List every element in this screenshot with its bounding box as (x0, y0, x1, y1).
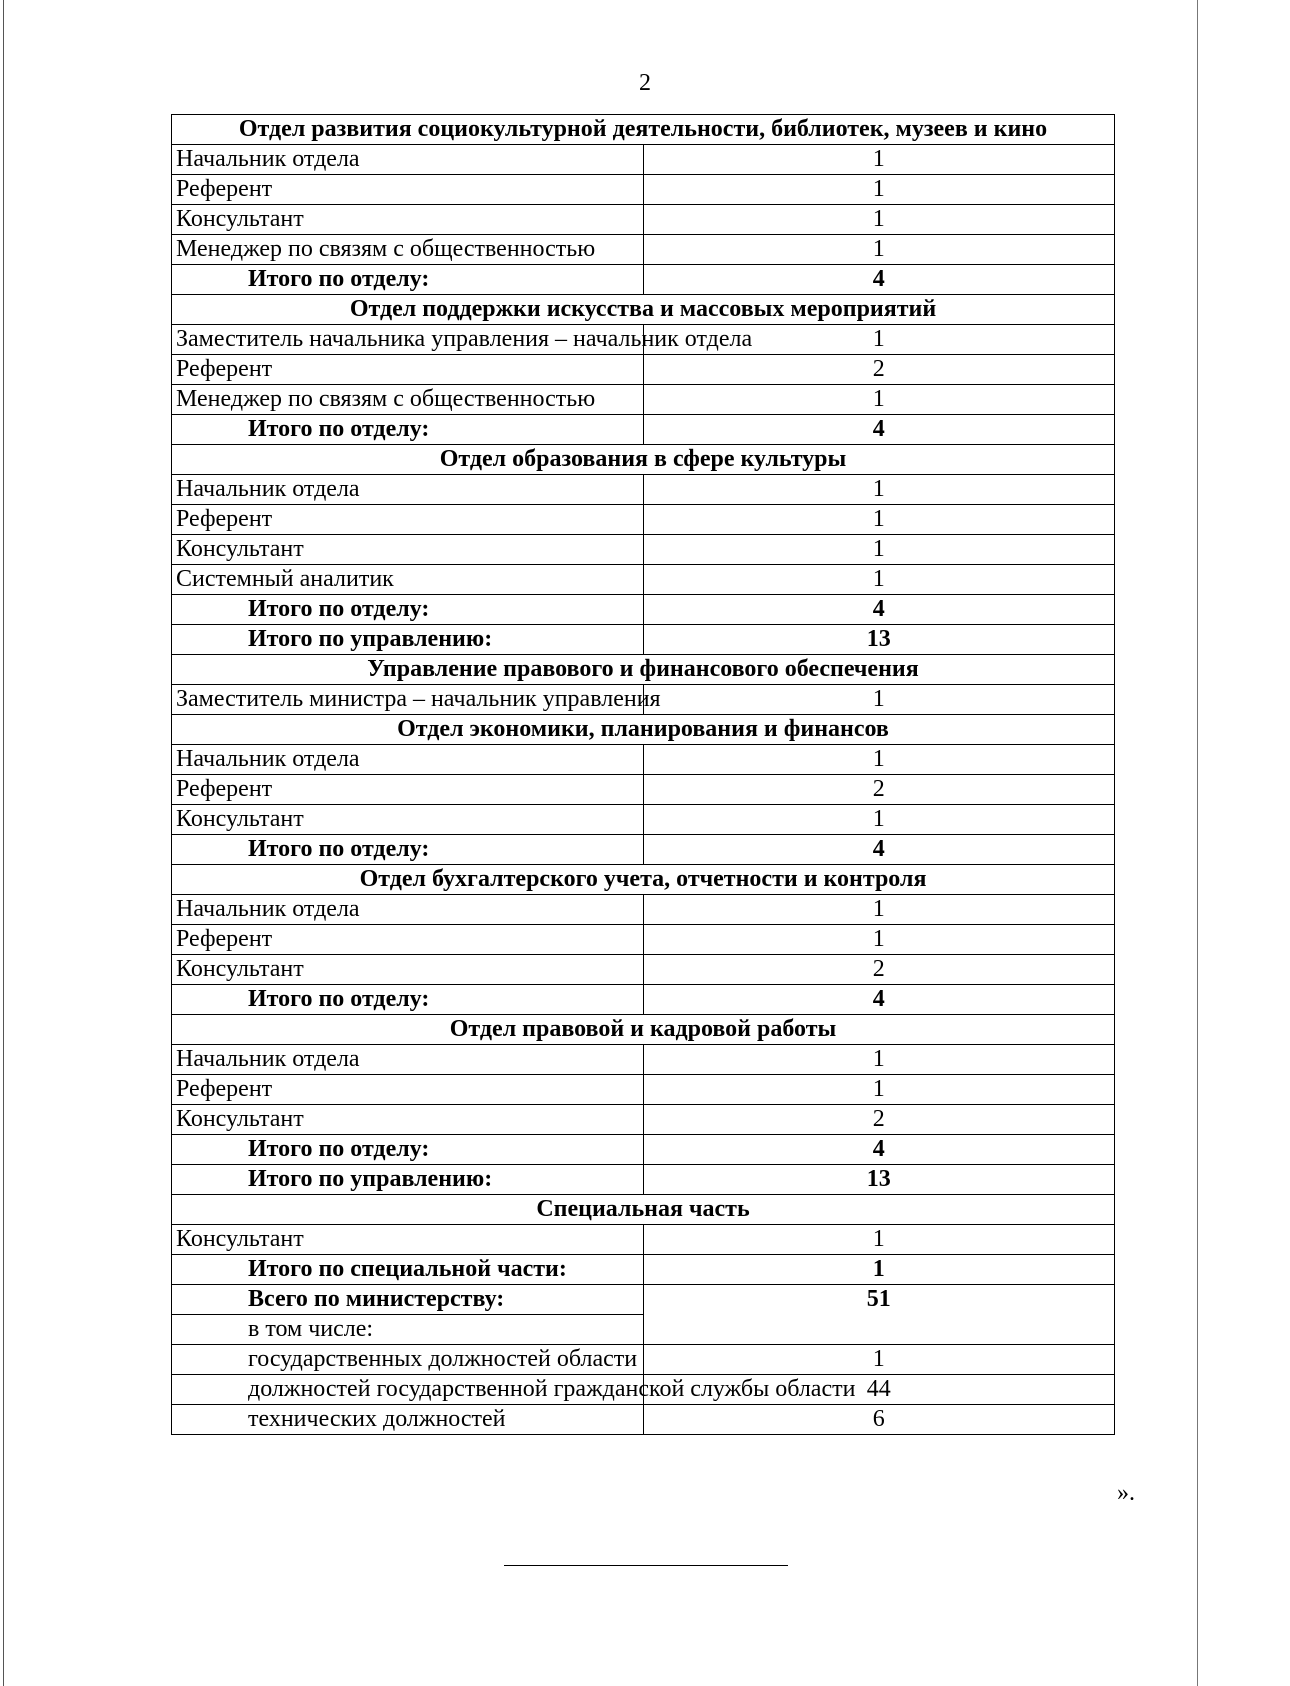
total-label: Итого по отделу: (172, 985, 644, 1015)
position-count: 1 (643, 145, 1115, 175)
total-value: 4 (643, 415, 1115, 445)
position-count: 1 (643, 685, 1115, 715)
position-name: Консультант (172, 1105, 644, 1135)
breakdown-row (172, 1375, 1115, 1405)
directorate-total-label: Итого по управлению: (172, 1165, 644, 1195)
directorate-total-label: Итого по управлению: (172, 625, 644, 655)
position-row (172, 565, 1115, 595)
including-label: в том числе: (172, 1315, 644, 1345)
position-name: Менеджер по связям с общественностью (172, 235, 644, 265)
total-label: Итого по отделу: (172, 265, 644, 295)
position-count: 1 (643, 505, 1115, 535)
position-count: 1 (643, 895, 1115, 925)
scan-edge-right (1197, 0, 1198, 1686)
position-count: 2 (643, 1105, 1115, 1135)
position-name: Начальник отдела (172, 145, 644, 175)
section-header-row (172, 865, 1115, 895)
position-name: Референт (172, 175, 644, 205)
position-row (172, 955, 1115, 985)
staffing-table (171, 114, 1115, 1435)
position-row (172, 385, 1115, 415)
section-title: Управление правового и финансового обеспечения (172, 655, 1115, 685)
position-name: Консультант (172, 1225, 644, 1255)
position-row (172, 325, 1115, 355)
total-value: 4 (643, 985, 1115, 1015)
position-name: Консультант (172, 955, 644, 985)
position-row (172, 1075, 1115, 1105)
total-value: 4 (643, 1135, 1115, 1165)
position-row (172, 775, 1115, 805)
department-total-row (172, 835, 1115, 865)
position-row (172, 235, 1115, 265)
position-name: Заместитель министра – начальник управления (172, 685, 644, 715)
position-name: Референт (172, 1075, 644, 1105)
breakdown-value: 44 (643, 1375, 1115, 1405)
position-row (172, 505, 1115, 535)
total-label: Итого по отделу: (172, 595, 644, 625)
position-count: 1 (643, 475, 1115, 505)
position-count: 1 (643, 925, 1115, 955)
breakdown-row (172, 1405, 1115, 1435)
position-count: 2 (643, 775, 1115, 805)
department-total-row (172, 415, 1115, 445)
total-value: 1 (643, 1255, 1115, 1285)
section-header-row (172, 115, 1115, 145)
end-rule (504, 1565, 788, 1566)
department-total-row (172, 595, 1115, 625)
section-header-row (172, 445, 1115, 475)
total-label: Итого по отделу: (172, 835, 644, 865)
position-count: 1 (643, 805, 1115, 835)
position-name: Консультант (172, 205, 644, 235)
position-row (172, 1225, 1115, 1255)
ministry-total-label: Всего по министерству: (172, 1285, 644, 1315)
ministry-total-value: 51 (643, 1285, 1115, 1345)
section-title: Отдел правовой и кадровой работы (172, 1015, 1115, 1045)
section-title: Отдел экономики, планирования и финансов (172, 715, 1115, 745)
total-label: Итого по отделу: (172, 1135, 644, 1165)
department-total-row (172, 1255, 1115, 1285)
position-name: Консультант (172, 805, 644, 835)
position-row (172, 205, 1115, 235)
position-name: Заместитель начальника управления – начальник отдела (172, 325, 644, 355)
position-count: 1 (643, 1225, 1115, 1255)
position-name: Начальник отдела (172, 895, 644, 925)
position-count: 1 (643, 1075, 1115, 1105)
breakdown-value: 1 (643, 1345, 1115, 1375)
position-count: 1 (643, 1045, 1115, 1075)
position-row (172, 535, 1115, 565)
section-title: Отдел образования в сфере культуры (172, 445, 1115, 475)
position-row (172, 355, 1115, 385)
position-name: Начальник отдела (172, 1045, 644, 1075)
position-row (172, 1045, 1115, 1075)
position-row (172, 175, 1115, 205)
position-count: 1 (643, 205, 1115, 235)
position-name: Референт (172, 355, 644, 385)
section-header-row (172, 655, 1115, 685)
section-header-row (172, 1015, 1115, 1045)
closing-quote: ». (1117, 1480, 1135, 1506)
total-label: Итого по отделу: (172, 415, 644, 445)
position-count: 1 (643, 235, 1115, 265)
position-count: 2 (643, 355, 1115, 385)
total-value: 4 (643, 595, 1115, 625)
position-name: Системный аналитик (172, 565, 644, 595)
section-title: Отдел бухгалтерского учета, отчетности и контроля (172, 865, 1115, 895)
total-value: 4 (643, 265, 1115, 295)
section-title: Отдел развития социокультурной деятельности, библиотек, музеев и кино (172, 115, 1115, 145)
breakdown-label: государственных должностей области (172, 1345, 644, 1375)
total-label: Итого по специальной части: (172, 1255, 644, 1285)
position-count: 1 (643, 325, 1115, 355)
section-title: Специальная часть (172, 1195, 1115, 1225)
breakdown-label: должностей государственной гражданской службы области (172, 1375, 644, 1405)
position-row (172, 745, 1115, 775)
section-title: Отдел поддержки искусства и массовых мероприятий (172, 295, 1115, 325)
position-name: Начальник отдела (172, 745, 644, 775)
page-number: 2 (639, 70, 651, 96)
position-count: 1 (643, 565, 1115, 595)
total-value: 4 (643, 835, 1115, 865)
scan-edge-left (3, 0, 4, 1686)
ministry-total-row (172, 1285, 1115, 1315)
position-name: Референт (172, 775, 644, 805)
position-row (172, 685, 1115, 715)
position-row (172, 145, 1115, 175)
section-header-row (172, 1195, 1115, 1225)
staffing-table-body (172, 115, 1115, 1435)
position-name: Референт (172, 925, 644, 955)
position-row (172, 895, 1115, 925)
position-name: Консультант (172, 535, 644, 565)
position-row (172, 805, 1115, 835)
directorate-total-value: 13 (643, 625, 1115, 655)
position-count: 1 (643, 745, 1115, 775)
position-count: 1 (643, 385, 1115, 415)
position-count: 1 (643, 535, 1115, 565)
section-header-row (172, 295, 1115, 325)
position-row (172, 925, 1115, 955)
department-total-row (172, 1135, 1115, 1165)
position-count: 1 (643, 175, 1115, 205)
directorate-total-row (172, 1165, 1115, 1195)
position-row (172, 475, 1115, 505)
directorate-total-row (172, 625, 1115, 655)
position-name: Начальник отдела (172, 475, 644, 505)
directorate-total-value: 13 (643, 1165, 1115, 1195)
breakdown-value: 6 (643, 1405, 1115, 1435)
position-count: 2 (643, 955, 1115, 985)
department-total-row (172, 265, 1115, 295)
position-row (172, 1105, 1115, 1135)
position-name: Референт (172, 505, 644, 535)
breakdown-label: технических должностей (172, 1405, 644, 1435)
section-header-row (172, 715, 1115, 745)
department-total-row (172, 985, 1115, 1015)
position-name: Менеджер по связям с общественностью (172, 385, 644, 415)
breakdown-row (172, 1345, 1115, 1375)
